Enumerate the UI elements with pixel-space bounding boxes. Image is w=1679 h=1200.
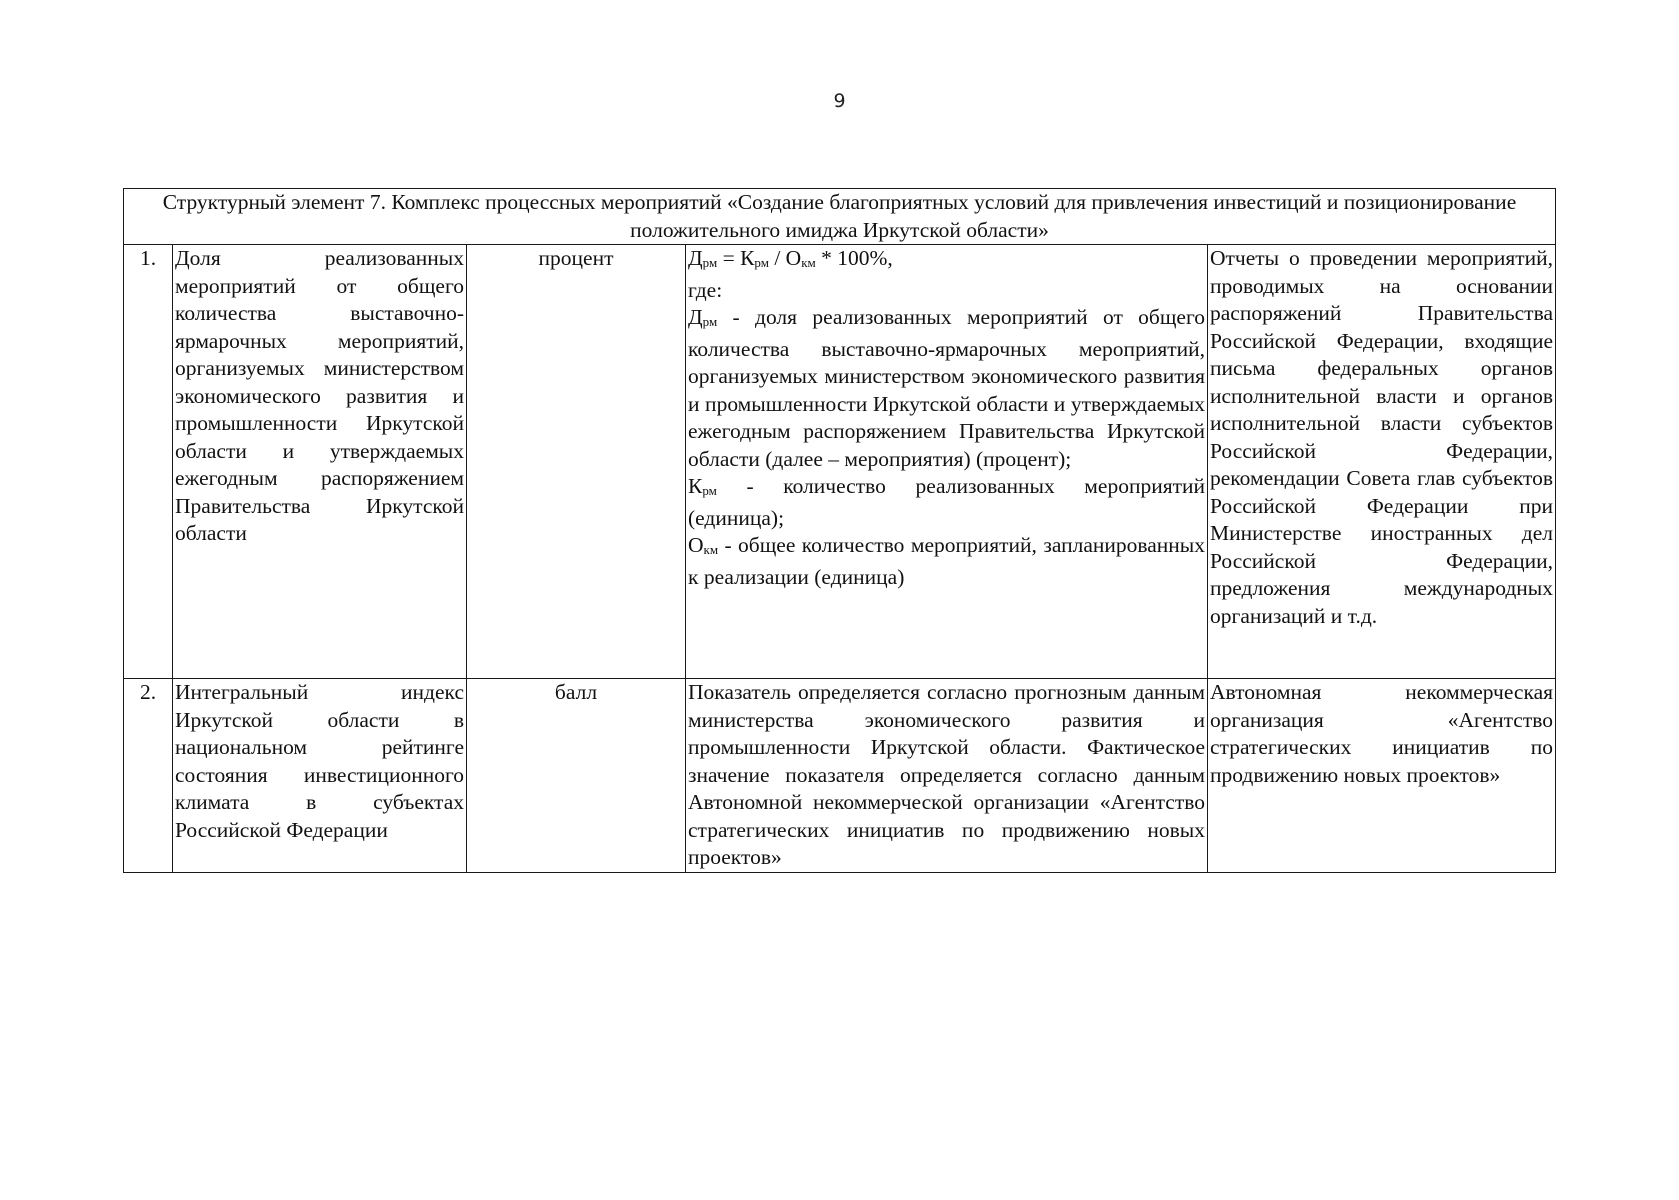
row-number: 2. [124, 679, 173, 873]
unit-of-measure: балл [467, 679, 686, 873]
table-row [124, 245, 1556, 679]
formula-definition-o: Окм - общее количество мероприятий, запланированных к реализации (единица) [688, 533, 1205, 589]
formula-definition-d: Дрм - доля реализованных мероприятий от общего количества выставочно-ярмарочных мероприятий, организуемых министерством экономического развития и промышленности Иркутской области и утверждаемых ежегодным распоряжением Правительства Иркутской области (далее – мероприятия) (процент); [688, 305, 1205, 471]
calculation-formula [686, 245, 1208, 679]
indicator-name: Интегральный индекс Иркутской области в национальном рейтинге состояния инвестиционного климата в субъектах Российской Федерации [173, 679, 467, 873]
indicator-name: Доля реализованных мероприятий от общего количества выставочно-ярмарочных мероприятий, организуемых министерством экономического развития и промышленности Иркутской области и утверждаемых ежегодным распоряжением Правительства Иркутской области [173, 245, 467, 679]
section-title: Структурный элемент 7. Комплекс процессных мероприятий «Создание благоприятных условий для привлечения инвестиций и позиционирование положительного имиджа Иркутской области» [124, 189, 1556, 245]
section-header-row [124, 189, 1556, 245]
calculation-formula: Показатель определяется согласно прогнозным данным министерства экономического развития и промышленности Иркутской области. Фактическое значение показателя определяется согласно данным Автономной некоммерческой организации «Агентство стратегических инициатив по продвижению новых проектов» [686, 679, 1208, 873]
data-source: Автономная некоммерческая организация «Агентство стратегических инициатив по продвижению новых проектов» [1208, 679, 1556, 873]
row-number: 1. [124, 245, 173, 679]
formula-where: где: [688, 277, 723, 302]
formula-line: Дрм = Крм / Окм * 100%, [688, 246, 893, 270]
data-source: Отчеты о проведении мероприятий, проводимых на основании распоряжений Правительства Российской Федерации, входящие письма федеральных органов исполнительной власти и органов исполнительной власти субъектов Российской Федерации, рекомендации Совета глав субъектов Российской Федерации при Министерстве иностранных дел Российской Федерации, предложения международных организаций и т.д. [1208, 245, 1556, 679]
indicators-table [123, 188, 1556, 873]
formula-definition-k: Крм - количество реализованных мероприятий (единица); [688, 474, 1205, 530]
table-row [124, 679, 1556, 873]
unit-of-measure: процент [467, 245, 686, 679]
page-number: 9 [833, 90, 846, 112]
